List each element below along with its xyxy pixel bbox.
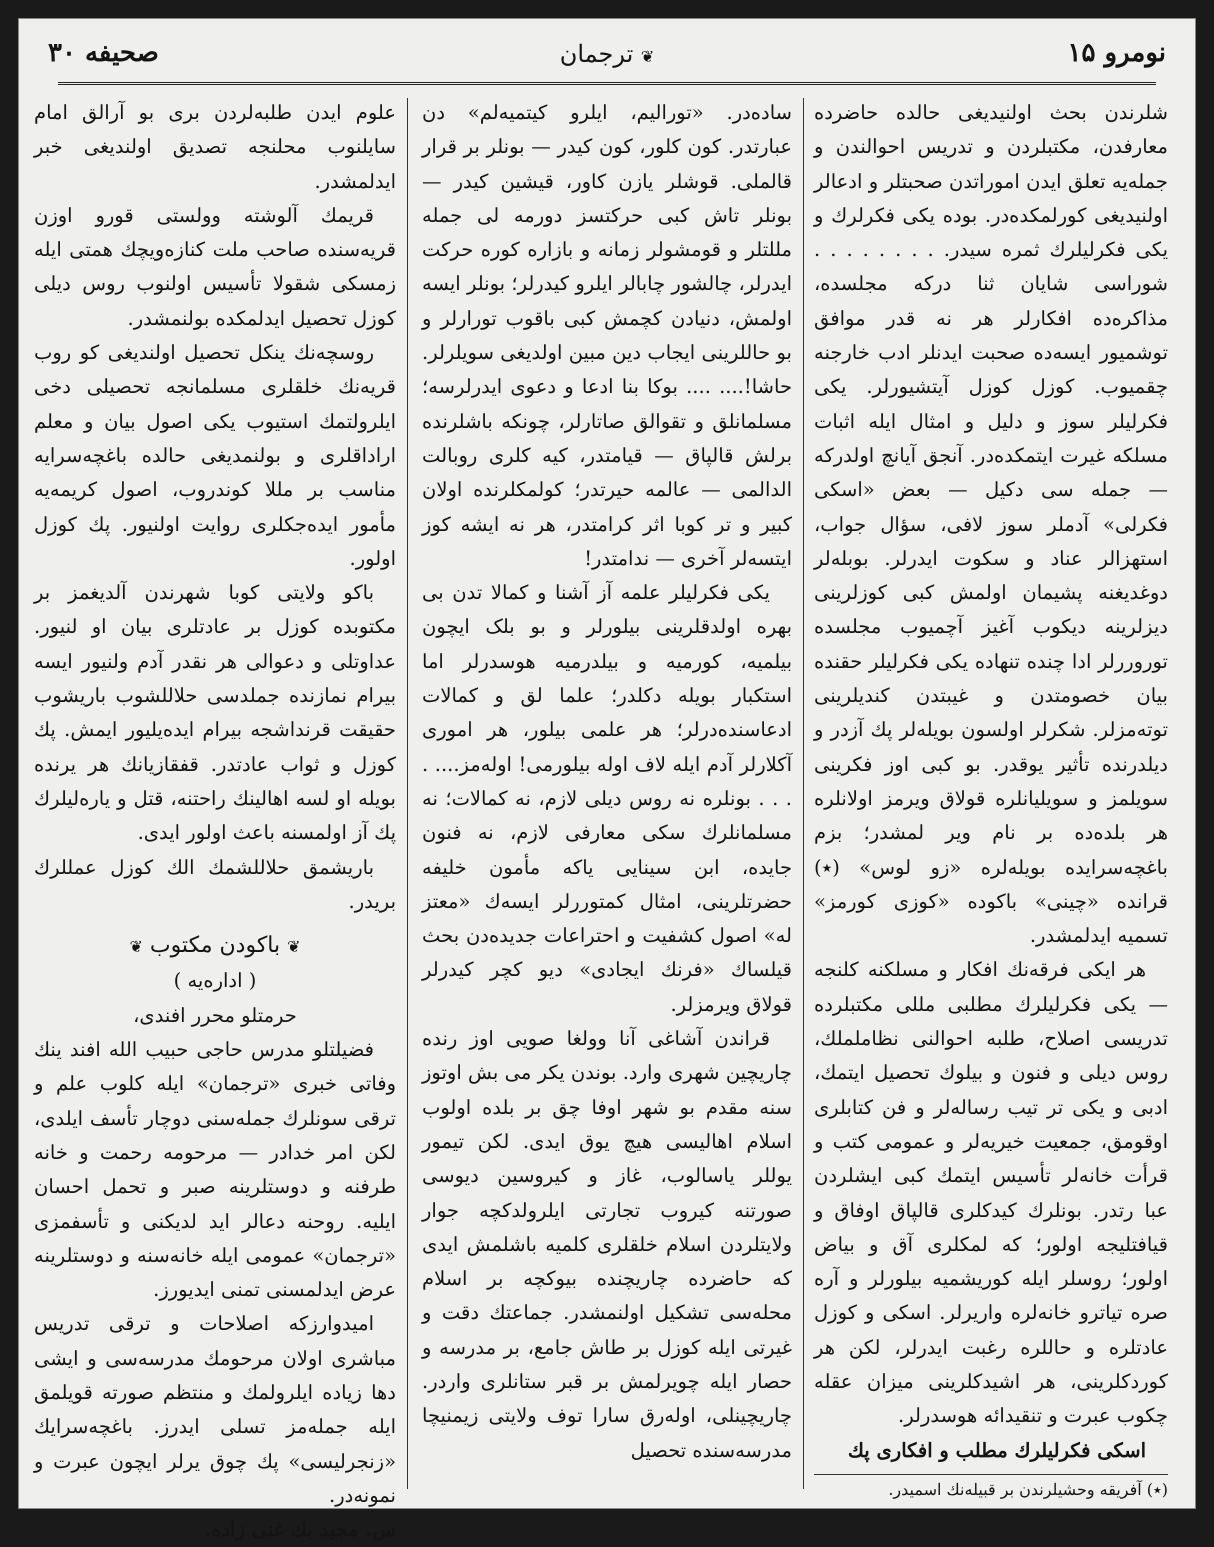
ornament-icon: ❦ bbox=[640, 47, 655, 66]
header-rule bbox=[58, 82, 1156, 85]
issue-number: نومرو ۱۵ bbox=[1067, 38, 1166, 68]
paragraph: هر ایکی فرقه‌نك افکار و مسلکنه کلنجه — یکی فکرلیلرك مطلبی مللی مکتبلرده تدریسی اصلاح، طلبه احوالنی نظاململك، روس دیلی و فنون و بیلوك تحصیل ایتمك، ادبی و یکی تر تیب رساله‌لر و فن کتابلری اوقومق، جمعیت خیریه‌لر و عمومی کتب و قرأت خانه‌لر تأسیس ایتمك کبی ایشلردن عبا رتدر. بونلرك کیدکلری قالپاق اوفاق و قیافتلیجه اولور؛ که لمکلری آق و بیاض اولور؛ روسلر ایله کوریشمیه بیلورلر و آره صره تیاترو خانه‌لره واریرلر. اسکی و کوزل عادتلره و حاللره رغبت ایدرلر، لکن هر کوردکلرینی، هر اشیدکلرینی میزان عقله چکوب عبرت و تنقیدائه هوسدرلر. bbox=[814, 958, 1168, 1428]
newspaper-page bbox=[18, 18, 1196, 1542]
paragraph: امیدوارزکه اصلاحات و ترقی تدریس مباشری اولان مرحومك مدرسه‌سی و ایشی دها زیاده ایلرولمك و منتظم صورته قویلمق ایله جمله‌مز تسلی ایدرز. باغچه‌سرایك «زنجرلیسی» پك چوق یرلر ایچون عبرت و نمونه‌در. bbox=[34, 1312, 396, 1507]
paragraph: باریشمق حلاللشمك الك کوزل عمللرك بریدر. bbox=[34, 855, 396, 913]
letter-subtitle: ( اداره‌یه ) bbox=[173, 969, 257, 993]
paper-title bbox=[48, 40, 1166, 68]
footnote: (٭) آفریقه وحشیلرندن بر قبیله‌نك اسمیدر. bbox=[888, 1479, 1168, 1499]
paragraph: فضیلتلو مدرس حاجی حبیب الله افند ینك وفاتی خبری «ترجمان» ایله کلوب علم و ترقی سونلرك جمله‌سنی دوچار تأسف ایلدی، لکن امر خدادر — مرحومه رحمت و خانه طرفنه و دوستلرینه صبر و تحمل احسان ایلیه. روحنه دعالر اید لدیکنی و تأسفمزی «ترجمان» عمومی ایله خانه‌سنه و دوستلرینه عرض ایدلمسنی تمنی ایدیورز. bbox=[34, 1038, 396, 1302]
paragraph: قراندن آشاغی آنا وولغا صویی اوز رنده چاریچین شهری وارد. بوندن یکر می بش اوتوز سنه مقدم بو شهر اوفا چق بر بلده اولوب اسلام اهالیسی هیچ یوق ایدی. لکن تیمور یوللر یاسالوب، غاز و کیروسین دیوسی صورتنه کیروب تجارتی ایلرولدکچه جوار ولایتلردن اسلام خلقلری کلمیه باشلمش ایدی که حاضرده چاریچنده بیوکچه بر اسلام محله‌سی تشکیل اولنمشدر. جماعتك دقت و غیرتی ایله کوزل بر طاش جامع، بر مدرسه و حصار ایله چویرلمش بر قبر ستانلری واردر. چاریچینلی، اوله‌رق سارا توف ولایتی زیمنیچا مدرسه‌سنده تحصیل bbox=[422, 1027, 792, 1462]
paragraph: ساده‌در. «تورالیم، ایلرو کیتمیه‌لم» دن عبارتدر. کون کلور، کون کیدر — بونلر بر قرار قالملی. قوشلر یازن کاور، قیشین کیدر — بونلر تاش کبی حرکتسز دورمه لی جمله مللتلر و قومشولر زمانه و بازاره کوره حرکت ایدرلر، چالشور چابالر ایلرو کیدرلر؛ بونلر ایسه اولمش، دنیادن کچمش کبی باقوب تورارلر و بو حاللرینی ایجاب دین مبین اولدیغی سویلرلر. حاشا!.... .... بوکا بنا ادعا و دعوی ایدرلرسه؛ مسلمانلق و تقوالق صاتارلر، چونکه باشلرنده برلش قالپاق — قیامتدر، کیه کلری روبالت الدالمی — عالمه حیرتدر؛ کولمکلرنده اولان کبیر و تر کوبا اثر کرامتدر، هر نه ایشه کوز ایتسه‌لر آخری — ندامتدر! bbox=[422, 101, 792, 570]
ornament-icon: ❦ bbox=[129, 937, 143, 957]
paragraph: قریمك آلوشته وولستی قورو اوزن قریه‌سنده صاحب ملت کنازه‌ویچك همتی ایله زمسکی شقولا تأسیس اولنوب روس دیلی کوزل تحصیل ایدلمکده بولنمشدر. bbox=[34, 203, 396, 330]
paragraph: یکی فکرلیلر علمه آز آشنا و کمالا تدن بی بهره اولدقلرینی بیلورلر و بو بلک ایچون بیلمیه، کورمیه و بیلدرمیه هوسدرلر اما استکبار بویله دکلدر؛ علما لق و کمالات ادعاسنده‌درلر؛ هر علمی بیلور، هر اموری آکلارلر آدم ایله لاف اوله بیلورمی! اوله‌مز.... . . . . بونلره نه روس دیلی لازم، نه کمالات؛ نه مسلمانلرك سکی معارفی لازم، نه فنون جایده، ابن سینایی یاکه مأمون خلیفه حضرتلرینی، امثال کمتوررلر ایسه‌ك «معتز له» اصول کشفیت و احتراعات جدیده‌دن بحث قیلساك «فرنك ایجادی» دیو کچر کیدرلر قولاق ویرمزلر. bbox=[422, 581, 792, 1016]
paragraph: شلرندن بحث اولنیدیغی حالده حاضرده معارفدن، مکتبلردن و تدریس احوالندن و جمله‌یه تعلق ایدن اموراتدن صحبتلر و ادعالر اولنیدیغی کورلمکده‌در. بوده یکی فکرلرك و یکی فکرلیلرك ثمره سیدر. . . . . . . . . شوراسی شایان ثنا درکه مجلسده، مذاکره‌ده افکارلر هر نه قدر موافق توشمیور ایسه‌ده صحبت ایدنلر ادب خارجنه چقمیوب. کوزل کوزل آیتشیورلر. یکی فکرلیلر سوز و دلیل و امثال ایله اثبات مسلکه غیرت ایتمکده‌در. آنجق آیانچ اولدرکه — جمله سی دکیل — بعض «اسکی فکرلی» آدملر سوز لافی، سؤال جواب، استهزالر عناد و سکوت ایدرلر. بوبله‌لر دوغدیغنه پشیمان اولمش کبی کوزلرینی دیزلرینه دیکوب آغیز آچمیوب مجلسده توروررلر ادا چنده تنهاده یکی فکرلیلر حقنده بیان خصومتدن و غیبتدن کندیلرینی توته‌مزلر. شکرلر اولسون بویله‌لر پك آزدر و دیلدرنده تأثیر یوقدر. بو کبی اوز فکرینی سویلمز و سویلیانلره قولاق ویرمز اولانلره هر بلده‌ده بر نام ویر لمشدر؛ بزم باغچه‌سرایده بویله‌لره «زو لوس» (٭) قرانده «چینی» باکوده «کوزی کورمز» تسمیه ایدلمشدر. bbox=[814, 101, 1168, 948]
paragraph: روسچه‌نك ینکل تحصیل اولندیغی کو روب قریه‌نك خلقلری مسلمانجه تحصیلی دخی ایلرولتمك استیوب یکی اصول بیان و معلم اراداقلری و بولنمدیغی حالده باغچه‌سرایه مناسب بر مللا کوندروب، اصول کریمه‌یه مأمور ایده‌جکلری روایت اولنیور. پك کوزل اولور. bbox=[34, 341, 396, 570]
paragraph: باکو ولایتی کوبا شهرندن آلدیغمز بر مکتوبده کوزل بر عادتلری بیان او لنیور. عداوتلی و دعوالی هر نقدر آدم ولنیور ایسه بیرام نمازنده جملدسی حلاللشوب باریشوب حقیقت قرنداشجه بیرام ایده‌یلیور ایمش. پك کوزل و ثواب عادتدر. قفقازیانك هر یرنده بویله او لسه اهالینك راحتنه، قتل و یاره‌لیلرك پك آز اولمسنه باعث اولور ایدی. bbox=[34, 581, 396, 845]
letter-title: باکودن مکتوب bbox=[149, 933, 281, 959]
column-left bbox=[34, 96, 396, 1542]
paragraph: اسکی فکرلیلرك مطلب و افکاری پك bbox=[847, 1438, 1146, 1462]
ornament-icon: ❦ bbox=[287, 937, 301, 957]
paper-title-text: ترجمان bbox=[559, 40, 634, 68]
page-header bbox=[48, 32, 1166, 82]
footnote-rule bbox=[814, 1474, 1168, 1475]
page-number: صحیفه ۳۰ bbox=[48, 38, 159, 68]
column-right bbox=[814, 96, 1168, 1499]
letter-salutation: حرمتلو محرر افندی، bbox=[133, 1003, 297, 1027]
column-middle bbox=[422, 96, 792, 1491]
column-divider bbox=[803, 98, 804, 1489]
paragraph: علوم ایدن طلبه‌لردن بری بو آرالق امام سایلنوب محلنجه تصدیق اولندیغی خبر ایدلمشدر. bbox=[34, 101, 396, 193]
column-divider bbox=[407, 98, 408, 1489]
letter-heading bbox=[34, 929, 396, 964]
signature: س. مجید بك غنی زاده. bbox=[204, 1518, 396, 1542]
